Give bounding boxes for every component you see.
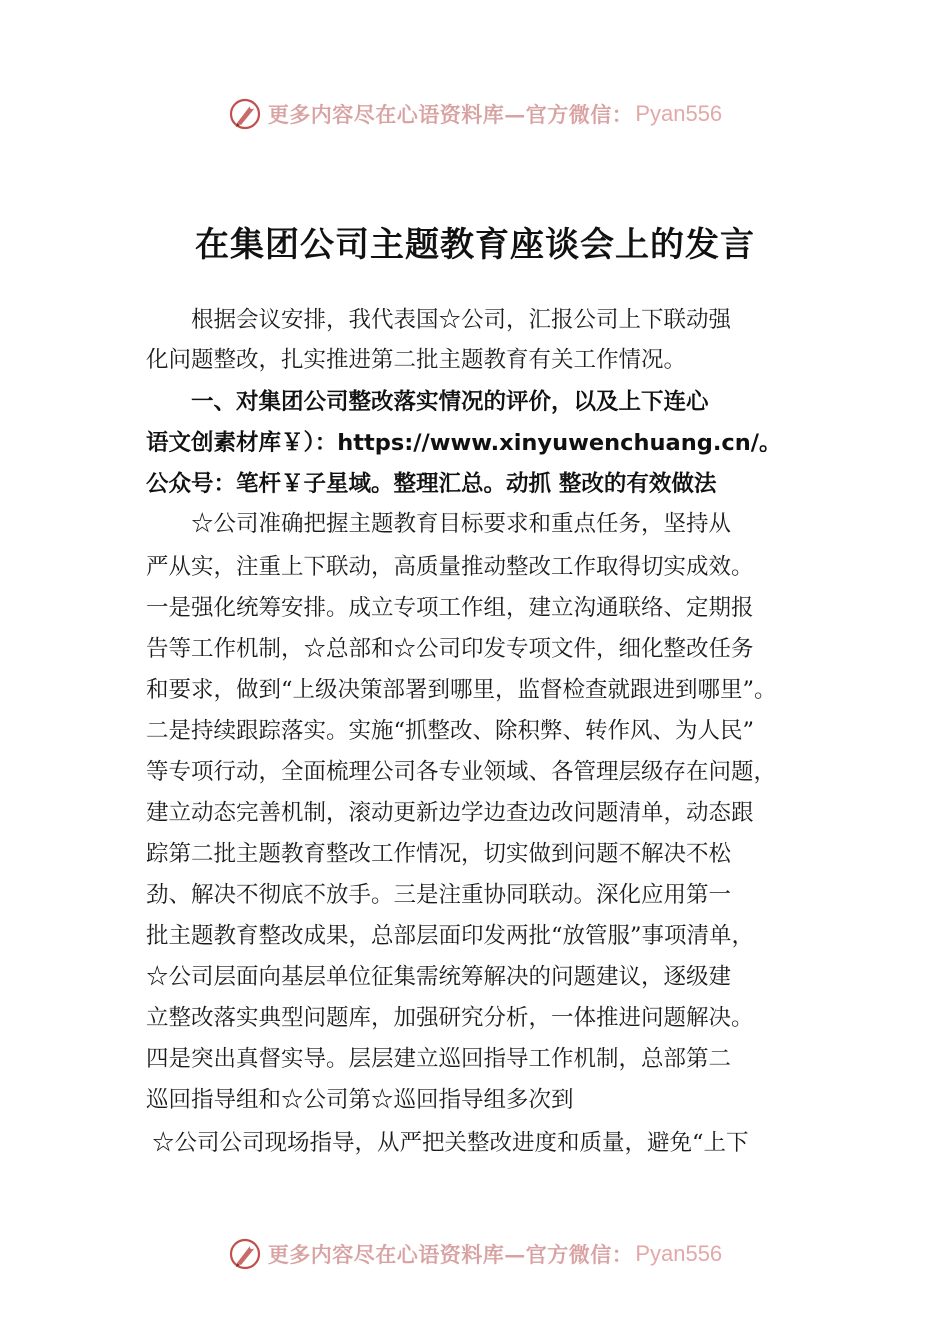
body-line: 四是突出真督实导。层层建立巡回指导工作机制，总部第二 [146,1046,732,1072]
body-line: 立整改落实典型问题库，加强研究分析，一体推进问题解决。 [146,1005,754,1031]
body-line: 化问题整改，扎实推进第二批主题教育有关工作情况。 [146,347,687,373]
body-line: 踪第二批主题教育整改工作情况，切实做到问题不解决不松 [146,841,732,867]
pen-logo-icon [228,97,262,131]
pen-logo-icon [228,1237,262,1271]
header-banner [0,92,950,136]
body-line: 一是强化统筹安排。成立专项工作组，建立沟通联络、定期报 [146,595,754,621]
section-heading-line: 一、对集团公司整改落实情况的评价，以及上下连心 [146,389,709,415]
document-title: 在集团公司主题教育座谈会上的发言 [195,225,755,265]
section-heading-line: 语文创素材库￥）：https://www.xinyuwenchuang.cn/。 [146,430,782,456]
body-line: 和要求，做到“上级决策部署到哪里，监督检查就跟进到哪里”。 [146,677,777,703]
body-line: ☆公司公司现场指导，从严把关整改进度和质量，避免“上下 [152,1130,749,1156]
body-line: 根据会议安排，我代表国☆公司，汇报公司上下联动强 [146,307,732,333]
body-line: 劲、解决不彻底不放手。三是注重协同联动。深化应用第一 [146,882,732,908]
footer-banner [0,1232,950,1276]
body-line: 告等工作机制，☆总部和☆公司印发专项文件，细化整改任务 [146,636,754,662]
banner-text: 更多内容尽在心语资料库—官方微信： [267,102,634,127]
body-line: 巡回指导组和☆公司第☆巡回指导组多次到 [146,1087,574,1113]
body-line: ☆公司准确把握主题教育目标要求和重点任务，坚持从 [146,511,732,537]
banner-wechat-id: Pyan556 [635,1241,723,1266]
body-line: 二是持续跟踪落实。实施“抓整改、除积弊、转作风、为人民” [146,718,755,744]
body-line: 严从实，注重上下联动，高质量推动整改工作取得切实成效。 [146,554,754,580]
banner-wechat-id: Pyan556 [635,101,723,126]
section-heading-line: 公众号：笔杆￥子星域。整理汇总。动抓 整改的有效做法 [146,471,717,497]
body-line: 等专项行动，全面梳理公司各专业领域、各管理层级存在问题， [146,759,777,785]
body-line: 建立动态完善机制，滚动更新边学边查边改问题清单，动态跟 [146,800,754,826]
body-line: 批主题教育整改成果，总部层面印发两批“放管服”事项清单， [146,923,755,949]
banner-text: 更多内容尽在心语资料库—官方微信： [267,1242,634,1267]
body-line: ☆公司层面向基层单位征集需统筹解决的问题建议，逐级建 [146,964,732,990]
